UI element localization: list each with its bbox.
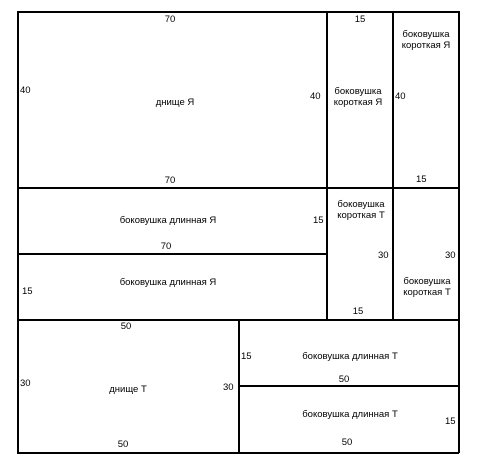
- outer-border-left: [17, 11, 19, 453]
- bottom-ya-right-dim: 40: [310, 91, 321, 102]
- short-side-ya-2-left-dim: 40: [395, 91, 406, 102]
- long-side-ya-2-left-dim: 15: [22, 286, 33, 297]
- divider-long-ya-middle: [17, 253, 327, 255]
- bottom-t-top-dim: 50: [120, 321, 132, 332]
- long-side-t-2-bottom-dim: 50: [341, 437, 353, 448]
- divider-col-a: [326, 11, 328, 320]
- short-side-ya-2-label: боковушка короткая Я: [401, 29, 451, 51]
- short-side-t-2-label: боковушка короткая Т: [403, 276, 451, 298]
- long-side-ya-1-label: боковушка длинная Я: [119, 215, 217, 226]
- long-side-t-1-left-dim: 15: [241, 351, 252, 362]
- long-side-ya-2-label: боковушка длинная Я: [119, 277, 217, 288]
- bottom-t-left-dim: 30: [20, 378, 31, 389]
- bottom-t-label: днище Т: [109, 384, 147, 395]
- bottom-t-bottom-dim: 50: [117, 439, 129, 450]
- short-side-t-1-right-dim: 30: [378, 250, 389, 261]
- divider-col-c: [238, 319, 240, 453]
- bottom-ya-top-dim: 70: [164, 14, 176, 25]
- short-side-t-1-bottom-dim: 15: [352, 306, 364, 317]
- outer-border-right: [458, 11, 460, 453]
- bottom-ya-bottom-dim: 70: [164, 175, 176, 186]
- long-side-ya-1-right-dim: 15: [313, 215, 324, 226]
- divider-long-t-middle: [238, 385, 459, 387]
- short-side-t-2-right-dim: 30: [445, 250, 456, 261]
- divider-col-b: [392, 11, 394, 320]
- long-side-t-2-label: боковушка длинная Т: [302, 409, 398, 420]
- long-side-t-1-label: боковушка длинная Т: [302, 351, 398, 362]
- short-side-ya-1-top-dim: 15: [354, 14, 366, 25]
- short-side-ya-1-label: боковушка короткая Я: [333, 86, 383, 108]
- long-side-t-1-bottom-dim: 50: [338, 374, 350, 385]
- bottom-ya-label: днище Я: [155, 97, 195, 108]
- long-side-t-2-right-dim: 15: [445, 416, 456, 427]
- bottom-t-right-dim: 30: [223, 382, 234, 393]
- short-side-t-1-label: боковушка короткая Т: [337, 199, 385, 221]
- short-side-ya-2-bottom-dim: 15: [416, 174, 427, 185]
- bottom-ya-left-dim: 40: [20, 85, 31, 96]
- long-side-ya-1-bottom-dim: 70: [160, 241, 172, 252]
